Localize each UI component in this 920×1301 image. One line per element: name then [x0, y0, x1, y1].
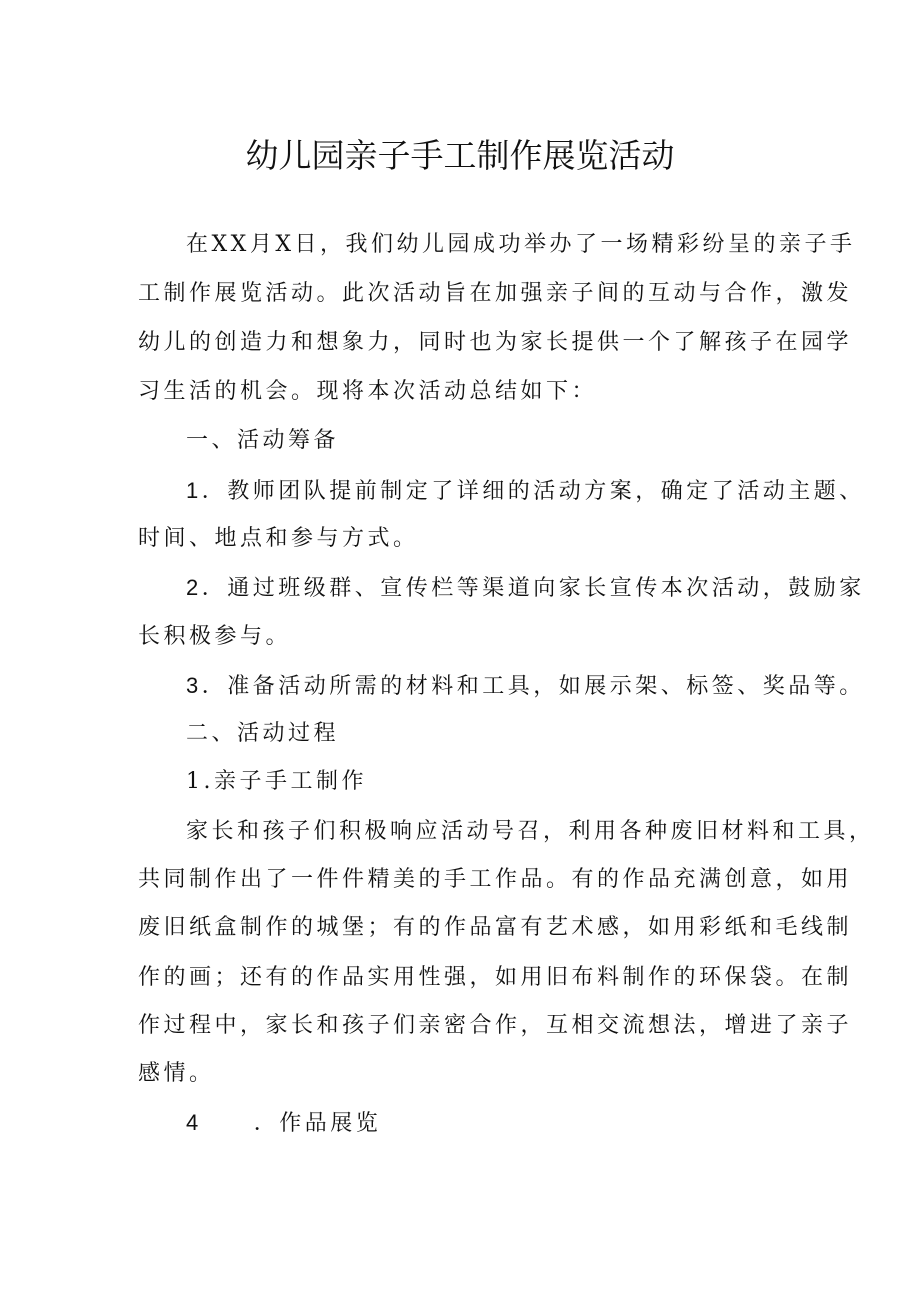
paragraph-line-5: 作过程中，家长和孩子们亲密合作，互相交流想法，增进了亲子	[138, 1013, 853, 1038]
list-item-continuation: 长积极参与。	[138, 624, 292, 649]
paragraph-line-3: 废旧纸盒制作的城堡；有的作品富有艺术感，如用彩纸和毛线制	[138, 915, 853, 940]
item-number: 2	[186, 575, 202, 600]
item-number: 1	[186, 478, 202, 503]
item-text: ．作品展览	[253, 1111, 382, 1136]
list-item	[186, 476, 865, 507]
paragraph-line-2: 共同制作出了一件件精美的手工作品。有的作品充满创意，如用	[138, 867, 853, 892]
item-text: ．准备活动所需的材料和工具，如展示架、标签、奖品等。	[201, 674, 865, 699]
paragraph-line-6: 感情。	[138, 1061, 215, 1086]
section1-heading: 一、活动筹备	[186, 428, 340, 453]
item-number: 3	[186, 673, 202, 698]
item-number: 4	[186, 1110, 202, 1135]
page-title: 幼儿园亲子手工制作展览活动	[245, 136, 675, 175]
intro-line-3: 幼儿的创造力和想象力，同时也为家长提供一个了解孩子在园学	[138, 330, 853, 355]
intro-line-1: 在XX月X日，我们幼儿园成功举办了一场精彩纷呈的亲子手	[186, 232, 856, 257]
list-item-continuation: 时间、地点和参与方式。	[138, 526, 419, 551]
paragraph-line-1: 家长和孩子们积极响应活动号召，利用各种废旧材料和工具，	[186, 819, 875, 844]
section2-heading: 二、活动过程	[186, 721, 340, 746]
subsection-heading	[186, 1108, 381, 1139]
paragraph-line-4: 作的画；还有的作品实用性强，如用旧布料制作的环保袋。在制	[138, 965, 853, 990]
subsection-heading: 1.亲子手工制作	[186, 769, 367, 794]
list-item	[186, 671, 865, 702]
intro-line-4: 习生活的机会。现将本次活动总结如下：	[138, 379, 598, 404]
item-text: ．通过班级群、宣传栏等渠道向家长宣传本次活动，鼓励家	[201, 576, 865, 601]
intro-line-2: 工制作展览活动。此次活动旨在加强亲子间的互动与合作，激发	[138, 281, 853, 306]
list-item	[186, 573, 865, 604]
item-text: ．教师团队提前制定了详细的活动方案，确定了活动主题、	[201, 479, 865, 504]
